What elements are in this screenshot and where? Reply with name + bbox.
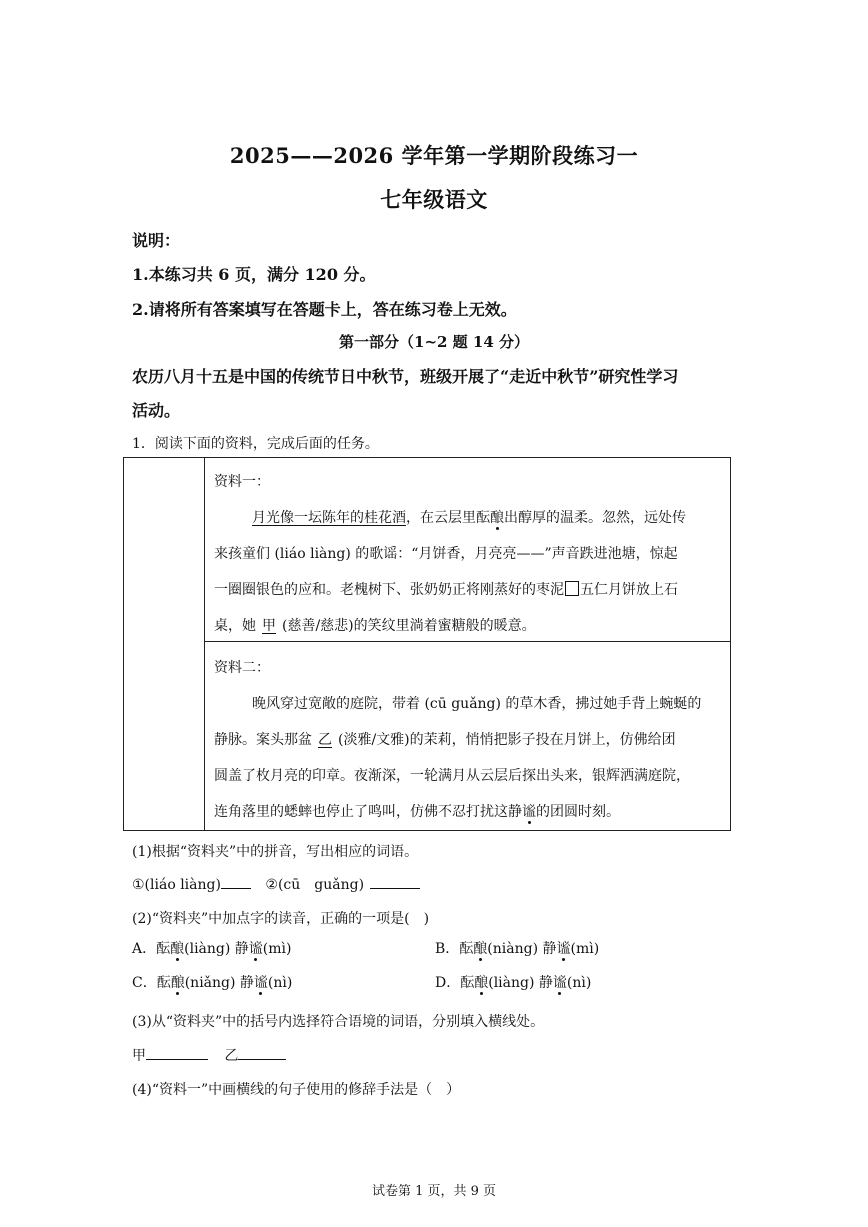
blank-jia: 甲 bbox=[262, 618, 276, 634]
text-span: (liàng) 静 bbox=[488, 975, 553, 991]
subquestion-2-stem: (2)“资料夹”中加点字的读音，正确的一项是( ) bbox=[132, 911, 430, 927]
page-title: 2025——2026 学年第一学期阶段练习一 bbox=[229, 143, 639, 168]
answer-blank-a[interactable] bbox=[221, 874, 251, 889]
text-span: (慈善/慈悲)的笑纹里淌着蜜糖般的暖意。 bbox=[282, 618, 536, 634]
pinyin-a: ①(liáo liàng) bbox=[132, 877, 221, 893]
text-span: (mì) bbox=[262, 941, 292, 957]
text-span: (nì) bbox=[267, 975, 293, 991]
answer-blank-b[interactable] bbox=[370, 874, 420, 889]
material-box bbox=[123, 457, 731, 831]
material-1-line-2: 来孩童们 (liáo liàng) 的歌谣：“月饼香，月亮亮——”声音跌进池塘，惊起 bbox=[214, 546, 678, 562]
dotted-char: 酿 bbox=[170, 941, 185, 957]
material-2-line-4 bbox=[214, 794, 714, 830]
section-heading: 第一部分（1~2 题 14 分） bbox=[339, 333, 529, 351]
option-b[interactable] bbox=[435, 938, 599, 958]
section-intro-line1: 农历八月十五是中国的传统节日中秋节，班级开展了“走近中秋节”研究性学习 bbox=[132, 367, 679, 386]
dotted-char: 酿 bbox=[170, 975, 185, 991]
option-d[interactable] bbox=[435, 972, 591, 992]
text-span: D．酝 bbox=[435, 975, 475, 991]
material-2 bbox=[214, 650, 714, 830]
option-a[interactable] bbox=[132, 938, 291, 958]
dotted-char: 谧 bbox=[552, 975, 567, 991]
dotted-char: 谧 bbox=[248, 941, 263, 957]
text-span: 出醇厚的温柔。忽然，远处传 bbox=[504, 510, 686, 526]
text-span: A．酝 bbox=[132, 941, 171, 957]
answer-blank-jia[interactable] bbox=[146, 1045, 208, 1060]
instruction-item-1: 1.本练习共 6 页，满分 120 分。 bbox=[132, 265, 376, 284]
text-span: (淡雅/文雅)的茉莉，悄悄把影子投在月饼上，仿佛给团 bbox=[338, 732, 676, 748]
text-span: 的团圆时刻。 bbox=[536, 804, 620, 820]
text-span: C．酝 bbox=[132, 975, 171, 991]
dotted-char-niang: 酿 bbox=[490, 510, 504, 526]
material-1-label: 资料一： bbox=[214, 474, 270, 490]
material-2-line-1: 晚风穿过宽敞的庭院，带着 (cū guǎng) 的草木香，拂过她手背上蜿蜒的 bbox=[252, 696, 702, 712]
text-span: (nì) bbox=[566, 975, 592, 991]
text-span: 连角落里的蟋蟀也停止了鸣叫，仿佛不忍打扰这静 bbox=[214, 804, 522, 820]
subquestion-3-answers bbox=[132, 1045, 286, 1065]
text-span: (liàng) 静 bbox=[184, 941, 249, 957]
text-span: 桌，她 bbox=[214, 618, 256, 634]
text-span: ，在云层里酝 bbox=[406, 510, 490, 526]
material-1-line-3 bbox=[214, 572, 714, 608]
answer-blank-yi[interactable] bbox=[238, 1045, 286, 1060]
pinyin-b: ②(cū guǎng) bbox=[265, 877, 365, 893]
dotted-char-mi: 谧 bbox=[522, 804, 536, 820]
material-2-line-2 bbox=[214, 722, 714, 758]
dotted-char: 谧 bbox=[556, 941, 571, 957]
instruction-item-2: 2.请将所有答案填写在答题卡上，答在练习卷上无效。 bbox=[132, 300, 517, 319]
text-span: B．酝 bbox=[435, 941, 474, 957]
subquestion-4-stem: (4)“资料一”中画横线的句子使用的修辞手法是（ ） bbox=[132, 1082, 461, 1098]
text-span: 五仁月饼放上石 bbox=[580, 582, 678, 598]
box-divider-vertical bbox=[204, 458, 205, 830]
underlined-sentence: 月光像一坛陈年的桂花酒 bbox=[252, 510, 406, 526]
box-punctuation-mark bbox=[565, 581, 579, 596]
label-jia: 甲 bbox=[132, 1048, 146, 1064]
text-span: 一圈圈银色的应和。老槐树下、张奶奶正将刚蒸好的枣泥 bbox=[214, 582, 564, 598]
material-1 bbox=[214, 464, 714, 644]
dotted-char: 谧 bbox=[253, 975, 268, 991]
section-intro-line2: 活动。 bbox=[132, 401, 181, 420]
material-1-line-4 bbox=[214, 608, 714, 644]
question-1-stem: 1．阅读下面的资料，完成后面的任务。 bbox=[132, 436, 379, 452]
blank-yi: 乙 bbox=[318, 732, 332, 748]
dotted-char: 酿 bbox=[473, 941, 488, 957]
material-1-line-1 bbox=[214, 500, 714, 536]
page-subtitle: 七年级语文 bbox=[380, 187, 488, 212]
text-span: (niǎng) 静 bbox=[184, 975, 254, 991]
option-c[interactable] bbox=[132, 972, 292, 992]
page-footer: 试卷第 1 页，共 9 页 bbox=[371, 1184, 497, 1199]
subquestion-1-stem: (1)根据“资料夹”中的拼音，写出相应的词语。 bbox=[132, 844, 419, 860]
subquestion-1-answers bbox=[132, 874, 420, 894]
material-2-label: 资料二： bbox=[214, 660, 270, 676]
instructions-label: 说明： bbox=[132, 231, 181, 250]
text-span: (niàng) 静 bbox=[487, 941, 557, 957]
label-yi: 乙 bbox=[224, 1048, 239, 1064]
dotted-char: 酿 bbox=[474, 975, 489, 991]
text-span: (mì) bbox=[570, 941, 600, 957]
material-2-line-3: 圆盖了枚月亮的印章。夜渐深，一轮满月从云层后探出头来，银辉洒满庭院， bbox=[214, 768, 690, 784]
text-span: 静脉。案头那盆 bbox=[214, 732, 312, 748]
subquestion-3-stem: (3)从“资料夹”中的括号内选择符合语境的词语，分别填入横线处。 bbox=[132, 1014, 545, 1030]
